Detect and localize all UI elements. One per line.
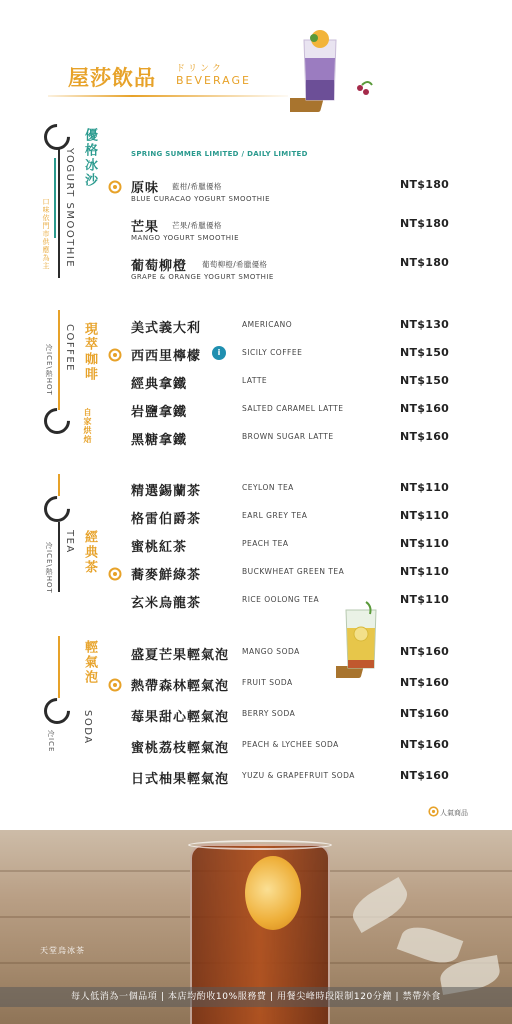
item-price: NT$160 bbox=[400, 676, 450, 689]
item-name: 盛夏芒果輕氣泡 bbox=[131, 648, 230, 663]
section-tea bbox=[0, 474, 512, 614]
section-title: 現萃咖啡 bbox=[82, 322, 97, 382]
item-english-name: BUCKWHEAT GREEN TEA bbox=[242, 567, 345, 576]
item-price: NT$110 bbox=[400, 509, 450, 522]
legend-label: 人氣商品 bbox=[440, 809, 468, 817]
section-title-english: TEA bbox=[64, 530, 75, 554]
item-price: NT$160 bbox=[400, 769, 450, 782]
orange-slice bbox=[245, 856, 301, 930]
menu-item bbox=[0, 480, 512, 508]
section-title-english: COFFEE bbox=[64, 324, 75, 372]
item-price: NT$110 bbox=[400, 481, 450, 494]
item-name: 黑糖拿鐵 bbox=[131, 433, 188, 448]
menu-item bbox=[0, 706, 512, 734]
item-english-name: AMERICANO bbox=[242, 320, 293, 329]
item-english-name: EARL GREY TEA bbox=[242, 511, 308, 520]
item-price: NT$160 bbox=[400, 430, 450, 443]
item-name: 岩鹽拿鐵 bbox=[131, 405, 188, 420]
section-title: 輕氣泡 bbox=[82, 640, 97, 685]
section-soda bbox=[0, 636, 512, 786]
menu-item bbox=[0, 737, 512, 765]
section-temperature: 冷ICE\熱HOT bbox=[45, 344, 53, 396]
item-english-name: MANGO YOGURT SMOOTHIE bbox=[131, 234, 240, 242]
item-english-name: FRUIT SODA bbox=[242, 678, 293, 687]
item-english-name: SALTED CARAMEL LATTE bbox=[242, 404, 344, 413]
item-name: 蜜桃荔枝輕氣泡 bbox=[131, 741, 230, 756]
section-title-english: YOGURT SMOOTHIE bbox=[64, 148, 75, 269]
item-name: 原味 bbox=[131, 181, 160, 196]
glass-rim bbox=[188, 840, 332, 850]
item-name: 精選錫蘭茶 bbox=[131, 484, 202, 499]
menu-item bbox=[0, 644, 512, 672]
item-english-name: BROWN SUGAR LATTE bbox=[242, 432, 334, 441]
menu-item bbox=[0, 216, 512, 244]
item-english-name: CEYLON TEA bbox=[242, 483, 294, 492]
store-policy-bar: 每人低消為一個品項 | 本店均酌收10%服務費 | 用餐尖峰時段限制120分鐘 | 禁帶外食 bbox=[0, 987, 512, 1007]
section-temperature: 冷ICE bbox=[47, 730, 55, 753]
popular-badge-icon bbox=[108, 348, 122, 362]
menu-item bbox=[0, 373, 512, 401]
item-english-name: PEACH TEA bbox=[242, 539, 289, 548]
item-name: 玄米烏龍茶 bbox=[131, 596, 202, 611]
popular-badge-icon bbox=[108, 180, 122, 194]
item-description: 藍柑/希臘優格 bbox=[172, 182, 222, 191]
menu-item bbox=[0, 508, 512, 536]
leaf-decoration bbox=[347, 877, 414, 933]
page-title-english: BEVERAGE bbox=[176, 74, 251, 87]
menu-item bbox=[0, 401, 512, 429]
item-name: 西西里檸檬 bbox=[131, 349, 202, 364]
item-name: 蕎麥鮮綠茶 bbox=[131, 568, 202, 583]
item-english-name: BLUE CURACAO YOGURT SMOOTHIE bbox=[131, 195, 271, 203]
item-name: 經典拿鐵 bbox=[131, 377, 188, 392]
section-title: 經典茶 bbox=[82, 530, 97, 575]
menu-header bbox=[0, 0, 512, 110]
item-english-name: YUZU & GRAPEFRUIT SODA bbox=[242, 771, 355, 780]
section-title-english: SODA bbox=[82, 710, 93, 745]
menu-item bbox=[0, 592, 512, 620]
item-price: NT$110 bbox=[400, 537, 450, 550]
item-name: 熱帶森林輕氣泡 bbox=[131, 679, 230, 694]
item-price: NT$180 bbox=[400, 178, 450, 191]
item-english-name: LATTE bbox=[242, 376, 268, 385]
item-price: NT$160 bbox=[400, 402, 450, 415]
item-price: NT$160 bbox=[400, 707, 450, 720]
smoothie-illustration bbox=[290, 30, 380, 122]
menu-item bbox=[0, 317, 512, 345]
item-name: 葡萄柳橙 bbox=[131, 259, 188, 274]
photo-caption: 天堂烏冰茶 bbox=[40, 946, 85, 955]
menu-item bbox=[0, 177, 512, 205]
popular-legend bbox=[440, 808, 468, 818]
item-english-name: RICE OOLONG TEA bbox=[242, 595, 320, 604]
item-description: 葡萄柳橙/希臘優格 bbox=[202, 260, 268, 269]
menu-item bbox=[0, 255, 512, 283]
item-name: 蜜桃紅茶 bbox=[131, 540, 188, 555]
section-title: 優格冰沙 bbox=[82, 128, 97, 188]
menu-item bbox=[0, 564, 512, 592]
menu-item bbox=[0, 675, 512, 703]
section-note: 口味依門市供應為主 bbox=[42, 198, 50, 270]
item-price: NT$160 bbox=[400, 738, 450, 751]
menu-item bbox=[0, 429, 512, 457]
title-divider bbox=[48, 95, 288, 97]
section-subheading: SPRING SUMMER LIMITED / DAILY LIMITED bbox=[131, 150, 308, 158]
item-english-name: PEACH & LYCHEE SODA bbox=[242, 740, 339, 749]
item-price: NT$150 bbox=[400, 374, 450, 387]
page-title: 屋莎飲品 bbox=[68, 65, 156, 90]
item-price: NT$160 bbox=[400, 645, 450, 658]
item-english-name: GRAPE & ORANGE YOGURT SMOTHIE bbox=[131, 273, 274, 281]
item-name: 格雷伯爵茶 bbox=[131, 512, 202, 527]
item-price: NT$110 bbox=[400, 593, 450, 606]
item-price: NT$110 bbox=[400, 565, 450, 578]
popular-badge-icon bbox=[108, 567, 122, 581]
page-title-japanese: ドリンク bbox=[176, 64, 224, 74]
section-smoothie bbox=[0, 118, 512, 298]
item-name: 日式柚果輕氣泡 bbox=[131, 772, 230, 787]
item-price: NT$180 bbox=[400, 256, 450, 269]
item-name: 美式義大利 bbox=[131, 321, 202, 336]
item-price: NT$180 bbox=[400, 217, 450, 230]
item-english-name: BERRY SODA bbox=[242, 709, 296, 718]
popular-badge-icon bbox=[428, 806, 439, 817]
menu-item bbox=[0, 536, 512, 564]
item-price: NT$150 bbox=[400, 346, 450, 359]
item-name: 莓果甜心輕氣泡 bbox=[131, 710, 230, 725]
section-coffee bbox=[0, 310, 512, 460]
item-name: 芒果 bbox=[131, 220, 160, 235]
item-english-name: SICILY COFFEE bbox=[242, 348, 303, 357]
item-description: 芒果/希臘優格 bbox=[172, 221, 222, 230]
item-price: NT$130 bbox=[400, 318, 450, 331]
item-english-name: MANGO SODA bbox=[242, 647, 300, 656]
menu-item bbox=[0, 768, 512, 796]
section-temperature: 冷ICE\熱HOT bbox=[45, 542, 53, 594]
info-icon[interactable]: i bbox=[212, 346, 226, 360]
menu-item bbox=[0, 345, 512, 373]
section-note: 自家烘焙 bbox=[83, 408, 92, 444]
popular-badge-icon bbox=[108, 678, 122, 692]
